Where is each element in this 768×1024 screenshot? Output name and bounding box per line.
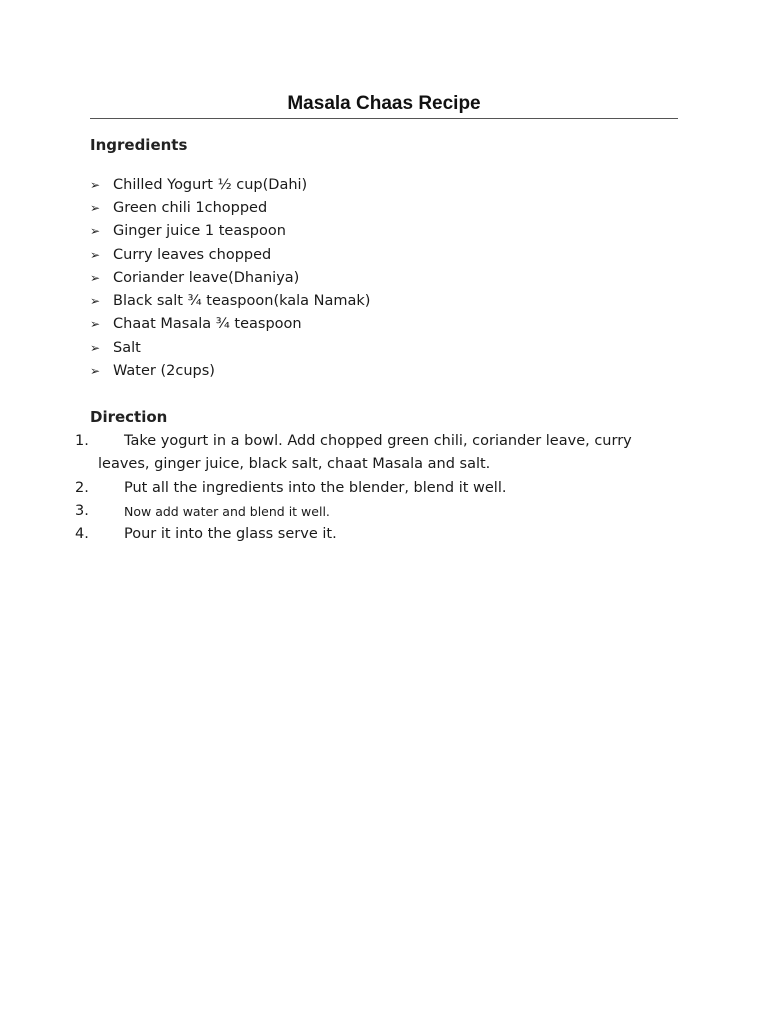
direction-heading: Direction	[90, 408, 168, 426]
step-number: 3.	[75, 502, 89, 519]
step-text: Pour it into the glass serve it.	[124, 526, 337, 543]
arrow-bullet-icon: ➢	[90, 224, 101, 239]
ingredient-item	[90, 289, 370, 312]
ingredient-item	[90, 359, 370, 382]
direction-step	[70, 523, 670, 546]
arrow-bullet-icon: ➢	[90, 177, 101, 192]
arrow-bullet-icon: ➢	[90, 364, 101, 379]
ingredients-list	[90, 173, 370, 383]
step-number: 2.	[75, 479, 89, 496]
step-number: 4.	[75, 526, 89, 543]
ingredient-item	[90, 173, 370, 196]
ingredient-text: Curry leaves chopped	[113, 246, 272, 263]
ingredient-text: Ginger juice 1 teaspoon	[113, 223, 286, 240]
ingredient-item	[90, 220, 370, 243]
step-number: 1.	[75, 433, 89, 449]
direction-step	[70, 430, 670, 477]
step-text: Take yogurt in a bowl. Add chopped green chili, coriander leave, curry leaves, ginger juice, black salt, chaat Masala and salt.	[98, 433, 632, 473]
arrow-bullet-icon: ➢	[90, 294, 101, 309]
direction-step	[70, 500, 670, 523]
arrow-bullet-icon: ➢	[90, 340, 101, 355]
ingredients-heading: Ingredients	[90, 136, 188, 154]
ingredient-text: Water (2cups)	[113, 363, 215, 380]
ingredient-text: Black salt ¾ teaspoon(kala Namak)	[113, 293, 371, 310]
direction-step	[70, 477, 670, 500]
step-text: Put all the ingredients into the blender, blend it well.	[124, 479, 507, 496]
title-underline	[90, 118, 678, 119]
ingredient-item	[90, 336, 370, 359]
arrow-bullet-icon: ➢	[90, 270, 101, 285]
arrow-bullet-icon: ➢	[90, 247, 101, 262]
ingredient-item	[90, 196, 370, 219]
arrow-bullet-icon: ➢	[90, 200, 101, 215]
ingredient-text: Coriander leave(Dhaniya)	[113, 269, 300, 286]
arrow-bullet-icon: ➢	[90, 317, 101, 332]
ingredient-item	[90, 243, 370, 266]
ingredient-text: Green chili 1chopped	[113, 199, 268, 216]
ingredient-item	[90, 313, 370, 336]
step-text: Now add water and blend it well.	[124, 503, 330, 519]
ingredient-text: Salt	[113, 339, 141, 356]
ingredient-item	[90, 266, 370, 289]
ingredient-text: Chilled Yogurt ½ cup(Dahi)	[113, 176, 308, 193]
page-title: Masala Chaas Recipe	[287, 93, 481, 114]
directions-list	[70, 430, 670, 546]
ingredient-text: Chaat Masala ¾ teaspoon	[113, 316, 302, 333]
